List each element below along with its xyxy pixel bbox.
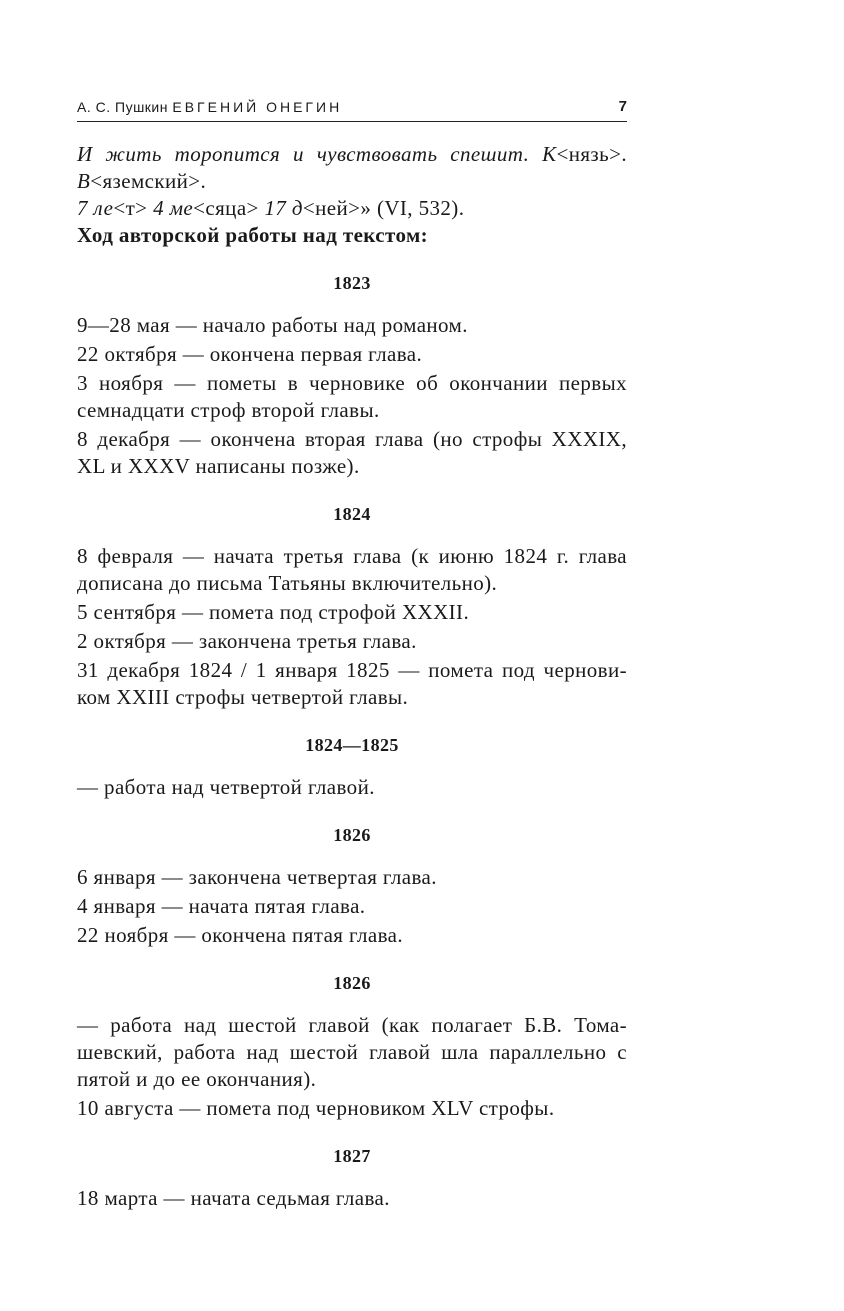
running-head-title [77, 99, 342, 115]
entry-continued: семнадцати строф второй главы. [77, 398, 380, 422]
entry: 5 сентября — помета под строфой XXXII. [77, 600, 470, 624]
entry-continued: дописана до письма Татьяны включительно). [77, 571, 498, 595]
section-title: Ход авторской работы над текстом: [77, 223, 429, 247]
entry: 3 ноября — пометы в черновике об окончании первых [77, 371, 627, 395]
entry: 8 февраля — начата третья глава (к июню 1824 г. глава [77, 544, 627, 568]
year-heading-1824: 1824 [333, 504, 371, 524]
epigraph-line-1: И жить торопится и чувствовать спешит. К<нязь>. [77, 142, 627, 166]
entry: 2 октября — закончена третья глава. [77, 629, 417, 653]
entry: 22 октября — окончена первая глава. [77, 342, 423, 366]
entry: 8 декабря — окончена вторая глава (но строфы XXXIX, [77, 427, 627, 451]
entry: 31 декабря 1824 / 1 января 1825 — помета под чернови- [77, 658, 627, 682]
author-name: А. С. Пушкин [77, 99, 168, 115]
year-heading-1826: 1826 [333, 825, 371, 845]
entry: — работа над четвертой главой. [77, 775, 375, 799]
page-number: 7 [618, 98, 627, 115]
entry: 22 ноября — окончена пятая глава. [77, 923, 403, 947]
page-body [77, 141, 627, 1214]
entry-continued: ком XXIII строфы четвертой главы. [77, 685, 409, 709]
entry: 9—28 мая — начало работы над романом. [77, 313, 468, 337]
entry: 4 января — начата пятая глава. [77, 894, 366, 918]
entry-continued: шевский, работа над шестой главой шла параллельно с [77, 1040, 627, 1064]
entry: 6 января — закончена четвертая глава. [77, 865, 437, 889]
year-heading-1826: 1826 [333, 973, 371, 993]
epigraph-line-3: 7 ле<т> 4 ме<сяца> 17 д<ней>» (VI, 532). [77, 196, 465, 220]
running-head [77, 97, 627, 122]
year-heading-1823: 1823 [333, 273, 371, 293]
work-title: ЕВГЕНИЙ ОНЕГИН [172, 99, 343, 115]
year-heading-1827: 1827 [333, 1146, 371, 1166]
entry-continued: XL и XXXV написаны позже). [77, 454, 360, 478]
entry: — работа над шестой главой (как полагает Б.В. Тома- [77, 1013, 627, 1037]
epigraph-line-2: В<яземский>. [77, 169, 207, 193]
entry: 10 августа — помета под черновиком XLV строфы. [77, 1096, 555, 1120]
entry: 18 марта — начата седьмая глава. [77, 1186, 390, 1210]
entry-continued: пятой и до ее окончания). [77, 1067, 317, 1091]
year-heading-1824-1825: 1824—1825 [305, 735, 399, 755]
